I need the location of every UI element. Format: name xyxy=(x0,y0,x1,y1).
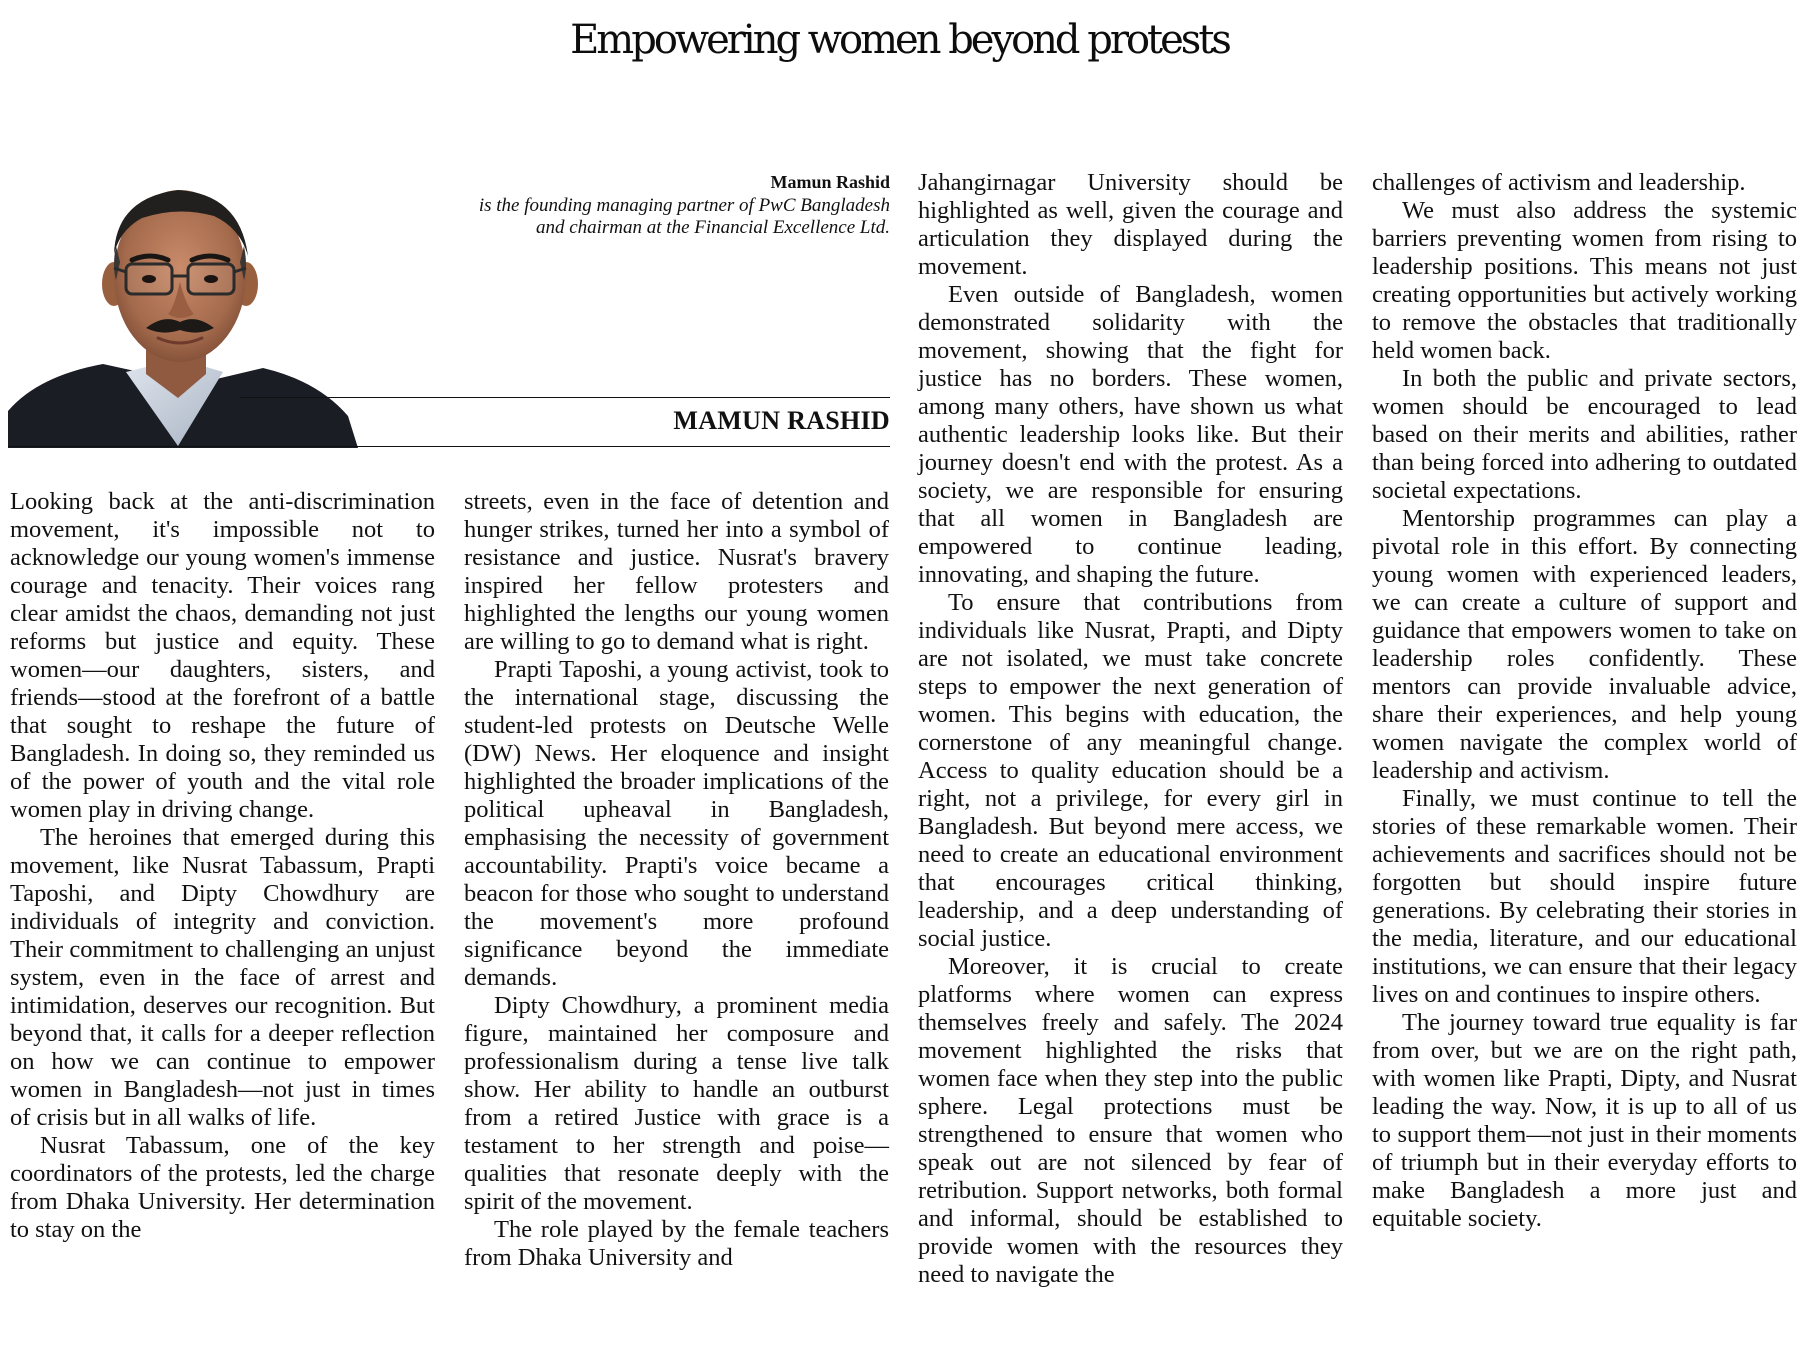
article-column-3 xyxy=(918,169,1343,1289)
article-paragraph: Jahangirnagar University should be highlighted as well, given the courage and articulation they displayed during the movement. xyxy=(918,169,1343,280)
article-column-1 xyxy=(10,488,435,1244)
byline-divider xyxy=(240,397,890,398)
byline-bottom-divider xyxy=(8,446,890,447)
article-headline: Empowering women beyond protests xyxy=(570,17,1229,63)
author-portrait-illustration xyxy=(8,176,368,448)
author-byline-block xyxy=(8,168,890,448)
article-paragraph: Mentorship programmes can play a pivotal role in this effort. By connecting young women with experienced leaders, we can create a culture of support and guidance that empowers women to take on leadership roles confidently. These mentors can provide invaluable advice, share their experiences, and help young women navigate the complex world of leadership and activism. xyxy=(1372,505,1797,784)
article-paragraph: The journey toward true equality is far from over, but we are on the right path, with women like Prapti, Dipty, and Nusrat leading the way. Now, it is up to all of us to support them—not just in their moments of triumph but in their everyday efforts to make Bangladesh a more just and equitable society. xyxy=(1372,1009,1797,1232)
article-paragraph: We must also address the systemic barriers preventing women from rising to leadership positions. This means not just creating opportunities but actively working to remove the obstacles that traditionally held women back. xyxy=(1372,197,1797,364)
article-paragraph: Looking back at the anti-discrimination movement, it's impossible not to acknowledge our young women's immense courage and tenacity. Their voices rang clear amidst the chaos, demanding not just reforms but justice and equity. These women—our daughters, sisters, and friends—stood at the forefront of a battle that sought to reshape the future of Bangladesh. In doing so, they reminded us of the power of youth and the vital role women play in driving change. xyxy=(10,488,435,823)
article-paragraph: Nusrat Tabassum, one of the key coordinators of the protests, led the charge from Dhaka University. Her determination to stay on the xyxy=(10,1132,435,1243)
author-name: Mamun Rashid xyxy=(770,172,890,192)
article-paragraph: The heroines that emerged during this movement, like Nusrat Tabassum, Prapti Taposhi, and Dipty Chowdhury are individuals of integrity and conviction. Their commitment to challenging an unjust system, even in the face of arrest and intimidation, deserves our recognition. But beyond that, it calls for a deeper reflection on how we can continue to empower women in Bangladesh—not just in times of crisis but in all walks of life. xyxy=(10,824,435,1131)
article-paragraph: Even outside of Bangladesh, women demonstrated solidarity with the movement, showing that the fight for justice has no borders. These women, among many others, have shown us what authentic leadership looks like. But their journey doesn't end with the protest. As a society, we are responsible for ensuring that all women in Bangladesh are empowered to continue leading, innovating, and shaping the future. xyxy=(918,281,1343,588)
article-paragraph: The role played by the female teachers from Dhaka University and xyxy=(464,1216,889,1271)
article-paragraph: To ensure that contributions from individuals like Nusrat, Prapti, and Dipty are not isolated, we must take concrete steps to empower the next generation of women. This begins with education, the cornerstone of any meaningful change. Access to quality education should be a right, not a privilege, for every girl in Bangladesh. But beyond mere access, we need to create an educational environment that encourages critical thinking, leadership, and a deep understanding of social justice. xyxy=(918,589,1343,952)
article-column-2 xyxy=(464,488,889,1272)
article-paragraph: streets, even in the face of detention and hunger strikes, turned her into a symbol of resistance and justice. Nusrat's bravery inspired her fellow protesters and highlighted the lengths our young women are willing to go to demand what is right. xyxy=(464,488,889,655)
article-paragraph: challenges of activism and leadership. xyxy=(1372,169,1746,196)
article-paragraph: Dipty Chowdhury, a prominent media figure, maintained her composure and professionalism during a tense live talk show. Her ability to handle an outburst from a retired Justice with grace is a testament to her strength and poise—qualities that resonate deeply with the spirit of the movement. xyxy=(464,992,889,1215)
article-paragraph: Prapti Taposhi, a young activist, took to the international stage, discussing the student-led protests on Deutsche Welle (DW) News. Her eloquence and insight highlighted the broader implications of the political upheaval in Bangladesh, emphasising the necessity of government accountability. Prapti's voice became a beacon for those who sought to understand the movement's more profound significance beyond the immediate demands. xyxy=(464,656,889,991)
article-paragraph: Moreover, it is crucial to create platforms where women can express themselves freely and safely. The 2024 movement highlighted the risks that women face when they step into the public sphere. Legal protections must be strengthened to ensure that women who speak out are not silenced by fear of retribution. Support networks, both formal and informal, should be established to provide women with the resources they need to navigate the xyxy=(918,953,1343,1288)
author-bio: is the founding managing partner of PwC Bangladesh and chairman at the Financial Excellence Ltd. xyxy=(478,195,890,238)
author-portrait xyxy=(8,176,368,448)
article-column-4 xyxy=(1372,169,1797,1233)
byline-name: MAMUN RASHID xyxy=(673,406,890,435)
article-paragraph: In both the public and private sectors, women should be encouraged to lead based on their merits and abilities, rather than being forced into adhering to outdated societal expectations. xyxy=(1372,365,1797,504)
article-paragraph: Finally, we must continue to tell the stories of these remarkable women. Their achievements and sacrifices should not be forgotten but should inspire future generations. By celebrating their stories in the media, literature, and our educational institutions, we can ensure that their legacy lives on and continues to inspire others. xyxy=(1372,785,1797,1008)
